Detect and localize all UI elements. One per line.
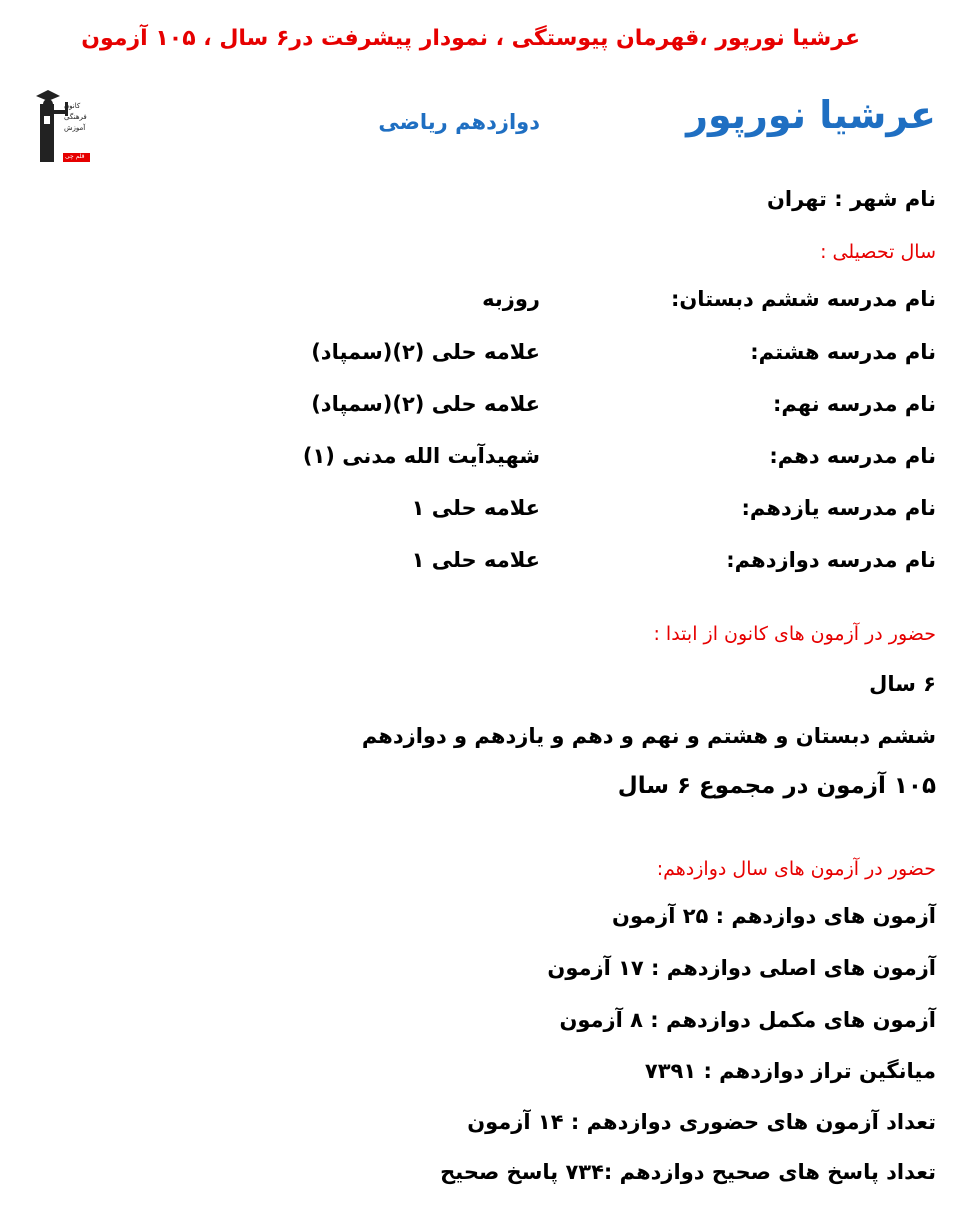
school-label: نام مدرسه ششم دبستان: bbox=[670, 287, 936, 311]
grade12-stat: میانگین تراز دوازدهم : ۷۳۹۱ bbox=[644, 1059, 936, 1083]
grade12-stat: آزمون های اصلی دوازدهم : ۱۷ آزمون bbox=[547, 956, 936, 980]
logo-text-2: فرهنگی bbox=[64, 113, 87, 121]
kanoon-logo bbox=[34, 86, 94, 164]
page-headline: عرشیا نورپور ،قهرمان پیوستگی ، نمودار پیشرفت در۶ سال ، ۱۰۵ آزمون bbox=[81, 26, 860, 51]
school-label: نام مدرسه نهم: bbox=[772, 392, 936, 416]
school-label: نام مدرسه دهم: bbox=[769, 444, 936, 468]
school-value: علامه حلی (۲)(سمپاد) bbox=[311, 340, 540, 364]
attendance-total: ۱۰۵ آزمون در مجموع ۶ سال bbox=[617, 773, 936, 799]
school-value: شهیدآیت الله مدنی (۱) bbox=[302, 444, 540, 468]
student-grade: دوازدهم ریاضی bbox=[378, 110, 540, 134]
logo-text-3: آموزش bbox=[64, 124, 86, 132]
school-value: علامه حلی ۱ bbox=[411, 496, 540, 520]
attendance-grades: ششم دبستان و هشتم و نهم و دهم و یازدهم و دوازدهم bbox=[361, 724, 936, 748]
attendance-years: ۶ سال bbox=[869, 672, 936, 696]
school-label: نام مدرسه دوازدهم: bbox=[726, 548, 936, 572]
logo-text-1: کانون bbox=[64, 102, 81, 110]
attendance-grade12-title: حضور در آزمون های سال دوازدهم: bbox=[656, 858, 936, 880]
academic-years-title: سال تحصیلی : bbox=[820, 241, 936, 263]
school-value: علامه حلی (۲)(سمپاد) bbox=[311, 392, 540, 416]
grade12-stat: تعداد پاسخ های صحیح دوازدهم :۷۳۴ پاسخ صحیح bbox=[440, 1160, 936, 1184]
school-label: نام مدرسه هشتم: bbox=[750, 340, 936, 364]
student-name: عرشیا نورپور bbox=[686, 93, 936, 137]
grade12-stat: آزمون های دوازدهم : ۲۵ آزمون bbox=[612, 904, 936, 928]
grade12-stat: تعداد آزمون های حضوری دوازدهم : ۱۴ آزمون bbox=[467, 1110, 936, 1134]
school-value: علامه حلی ۱ bbox=[411, 548, 540, 572]
logo-text-4: قلم چی bbox=[65, 153, 85, 160]
school-value: روزبه bbox=[482, 287, 540, 311]
grade12-stat: آزمون های مکمل دوازدهم : ۸ آزمون bbox=[559, 1008, 936, 1032]
school-label: نام مدرسه یازدهم: bbox=[741, 496, 936, 520]
attendance-since-start-title: حضور در آزمون های کانون از ابتدا : bbox=[653, 623, 936, 645]
city-line: نام شهر : تهران bbox=[766, 187, 936, 211]
